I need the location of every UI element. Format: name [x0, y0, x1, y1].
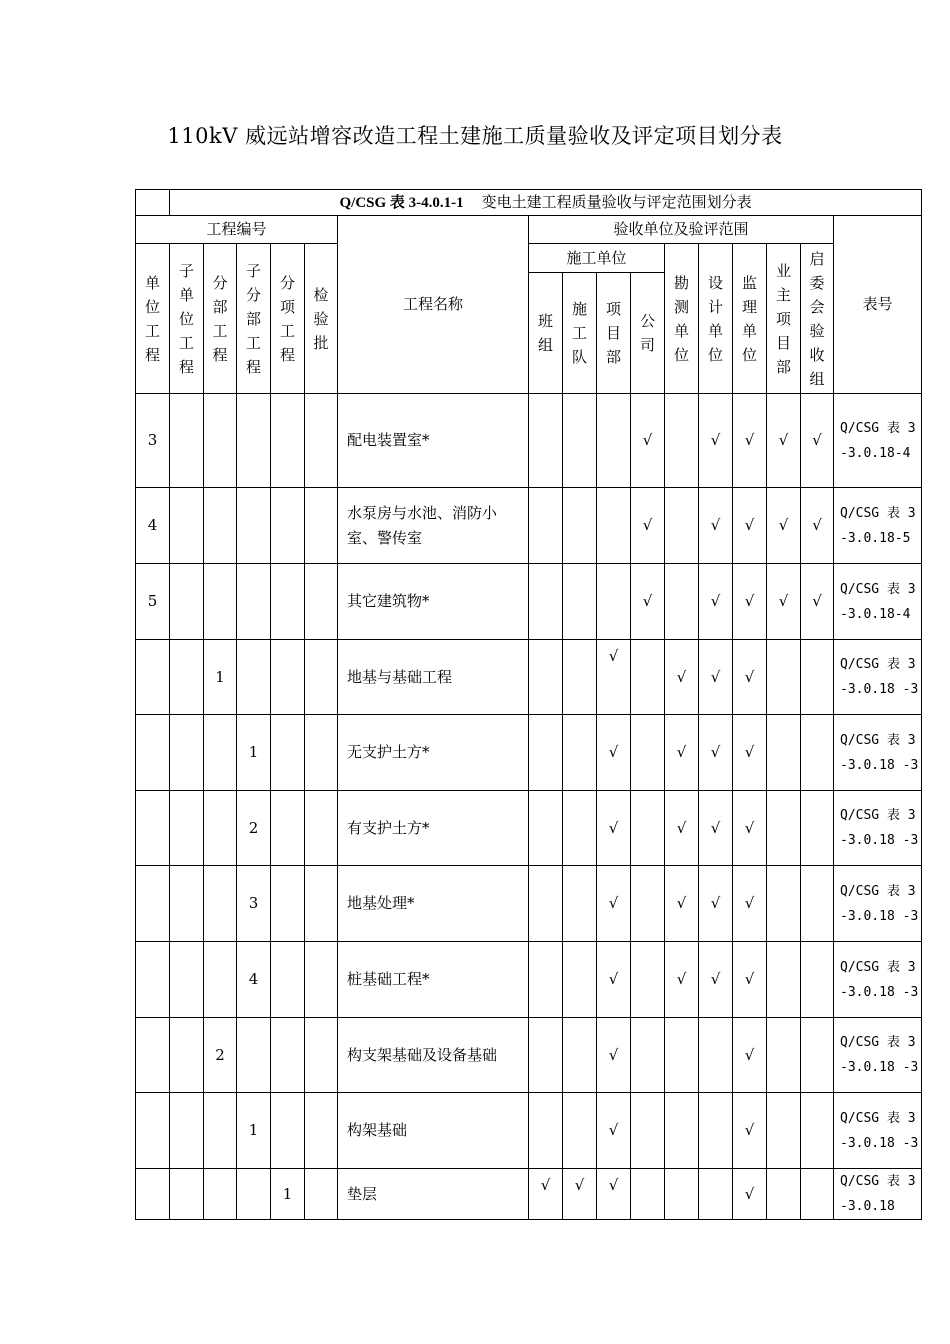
check-team	[529, 942, 563, 1018]
check-design: √	[699, 640, 733, 715]
check-survey	[665, 1093, 699, 1169]
check-owner	[767, 1093, 801, 1169]
sub-unit-number	[170, 866, 204, 942]
item-number	[271, 1093, 305, 1169]
division-number	[204, 394, 237, 488]
check-committee	[801, 942, 834, 1018]
check-design	[699, 1093, 733, 1169]
batch-number	[305, 488, 338, 564]
check-survey: √	[665, 791, 699, 866]
check-supervision: √	[733, 715, 767, 791]
item-number	[271, 866, 305, 942]
header-sub-unit: 子单位工程	[170, 244, 204, 394]
check-design: √	[699, 488, 733, 564]
check-survey	[665, 394, 699, 488]
check-design: √	[699, 715, 733, 791]
check-team	[529, 640, 563, 715]
check-company	[631, 791, 665, 866]
check-owner	[767, 640, 801, 715]
check-supervision: √	[733, 942, 767, 1018]
check-design: √	[699, 564, 733, 640]
check-team	[529, 791, 563, 866]
sub-unit-number	[170, 942, 204, 1018]
header-team: 班组	[529, 273, 563, 394]
table-row	[136, 1093, 922, 1169]
sub-unit-number	[170, 791, 204, 866]
batch-number	[305, 791, 338, 866]
batch-number	[305, 715, 338, 791]
header-company: 公司	[631, 273, 665, 394]
project-name: 无支护土方*	[338, 715, 529, 791]
batch-number	[305, 866, 338, 942]
table-row	[136, 1018, 922, 1093]
table-row	[136, 791, 922, 866]
sub-unit-number	[170, 1093, 204, 1169]
check-owner: √	[767, 394, 801, 488]
header-project-number: 工程编号	[136, 216, 338, 244]
item-number	[271, 640, 305, 715]
check-project-dept	[597, 488, 631, 564]
unit-number	[136, 942, 170, 1018]
unit-number	[136, 866, 170, 942]
check-company	[631, 640, 665, 715]
check-survey: √	[665, 715, 699, 791]
check-company	[631, 715, 665, 791]
check-supervision: √	[733, 791, 767, 866]
header-crew: 施工队	[563, 273, 597, 394]
item-number: 1	[271, 1169, 305, 1220]
header-project-name: 工程名称	[338, 216, 529, 394]
check-project-dept: √	[597, 1093, 631, 1169]
check-crew	[563, 791, 597, 866]
check-team	[529, 866, 563, 942]
sub-division-number: 3	[237, 866, 271, 942]
check-crew	[563, 866, 597, 942]
check-crew	[563, 488, 597, 564]
header-construction-unit: 施工单位	[529, 244, 665, 273]
check-survey	[665, 1169, 699, 1220]
project-name: 其它建筑物*	[338, 564, 529, 640]
sub-division-number	[237, 640, 271, 715]
check-design: √	[699, 791, 733, 866]
check-design	[699, 1169, 733, 1220]
check-survey	[665, 564, 699, 640]
unit-number	[136, 1169, 170, 1220]
check-design: √	[699, 942, 733, 1018]
check-project-dept	[597, 394, 631, 488]
division-number: 1	[204, 640, 237, 715]
division-number	[204, 564, 237, 640]
header-survey: 勘测单位	[665, 244, 699, 394]
project-name: 垫层	[338, 1169, 529, 1220]
unit-number	[136, 715, 170, 791]
form-number: Q/CSG 表 3-3.0.18 -3	[834, 866, 922, 942]
header-supervision: 监理单位	[733, 244, 767, 394]
check-owner	[767, 715, 801, 791]
form-title-row	[170, 190, 922, 216]
check-survey	[665, 488, 699, 564]
check-committee	[801, 791, 834, 866]
header-project-dept: 项目部	[597, 273, 631, 394]
check-design: √	[699, 394, 733, 488]
division-number	[204, 715, 237, 791]
header-item: 分项工程	[271, 244, 305, 394]
check-committee: √	[801, 488, 834, 564]
form-number: Q/CSG 表 3-3.0.18 -3	[834, 640, 922, 715]
check-team	[529, 564, 563, 640]
check-supervision: √	[733, 394, 767, 488]
batch-number	[305, 564, 338, 640]
check-crew	[563, 715, 597, 791]
check-owner	[767, 1018, 801, 1093]
unit-number	[136, 640, 170, 715]
check-committee	[801, 866, 834, 942]
check-crew	[563, 1018, 597, 1093]
project-name: 有支护土方*	[338, 791, 529, 866]
item-number	[271, 942, 305, 1018]
check-company: √	[631, 488, 665, 564]
unit-number: 5	[136, 564, 170, 640]
item-number	[271, 488, 305, 564]
project-name: 地基与基础工程	[338, 640, 529, 715]
document-title: 110kV 威远站增容改造工程土建施工质量验收及评定项目划分表	[167, 124, 783, 148]
check-owner	[767, 866, 801, 942]
sub-unit-number	[170, 1169, 204, 1220]
sub-division-number: 4	[237, 942, 271, 1018]
check-committee	[801, 1169, 834, 1220]
check-project-dept	[597, 564, 631, 640]
table-row	[136, 1169, 922, 1220]
division-number	[204, 1093, 237, 1169]
sub-division-number	[237, 394, 271, 488]
check-project-dept: √	[597, 1018, 631, 1093]
check-supervision: √	[733, 866, 767, 942]
sub-unit-number	[170, 715, 204, 791]
division-number	[204, 1169, 237, 1220]
check-owner	[767, 1169, 801, 1220]
check-survey: √	[665, 640, 699, 715]
check-committee	[801, 640, 834, 715]
sub-unit-number	[170, 1018, 204, 1093]
check-committee: √	[801, 564, 834, 640]
unit-number	[136, 1018, 170, 1093]
check-project-dept: √	[597, 715, 631, 791]
form-code: Q/CSG 表 3-4.0.1-1	[339, 194, 464, 211]
sub-division-number: 1	[237, 1093, 271, 1169]
unit-number: 4	[136, 488, 170, 564]
check-team	[529, 394, 563, 488]
check-committee	[801, 715, 834, 791]
check-company	[631, 866, 665, 942]
header-committee: 启委会验收组	[801, 244, 834, 394]
form-number: Q/CSG 表 3-3.0.18 -3	[834, 1018, 922, 1093]
table-body	[136, 394, 922, 1220]
check-company	[631, 1169, 665, 1220]
sub-unit-number	[170, 640, 204, 715]
form-title: 变电土建工程质量验收与评定范围划分表	[481, 192, 752, 211]
check-owner	[767, 942, 801, 1018]
sub-division-number	[237, 1169, 271, 1220]
header-design: 设计单位	[699, 244, 733, 394]
check-team	[529, 1093, 563, 1169]
table-row	[136, 488, 922, 564]
check-design: √	[699, 866, 733, 942]
sub-unit-number	[170, 488, 204, 564]
check-survey	[665, 1018, 699, 1093]
form-number: Q/CSG 表 3-3.0.18 -3	[834, 1093, 922, 1169]
check-crew	[563, 394, 597, 488]
batch-number	[305, 1018, 338, 1093]
check-supervision: √	[733, 1169, 767, 1220]
sub-division-number	[237, 1018, 271, 1093]
check-team	[529, 715, 563, 791]
check-owner: √	[767, 564, 801, 640]
check-supervision: √	[733, 564, 767, 640]
header-form-number: 表号	[834, 216, 922, 394]
check-project-dept: √	[597, 1169, 631, 1220]
check-crew: √	[563, 1169, 597, 1220]
check-supervision: √	[733, 1018, 767, 1093]
check-project-dept: √	[597, 791, 631, 866]
check-supervision: √	[733, 640, 767, 715]
form-number: Q/CSG 表 3-3.0.18-5	[834, 488, 922, 564]
form-number: Q/CSG 表 3-3.0.18-4	[834, 564, 922, 640]
division-number	[204, 791, 237, 866]
check-team	[529, 1018, 563, 1093]
check-company: √	[631, 394, 665, 488]
check-committee: √	[801, 394, 834, 488]
table-row	[136, 942, 922, 1018]
unit-number	[136, 791, 170, 866]
check-team	[529, 488, 563, 564]
header-batch: 检验批	[305, 244, 338, 394]
item-number	[271, 1018, 305, 1093]
check-company	[631, 1018, 665, 1093]
division-number	[204, 866, 237, 942]
unit-number	[136, 1093, 170, 1169]
check-project-dept: √	[597, 866, 631, 942]
unit-number: 3	[136, 394, 170, 488]
check-crew	[563, 640, 597, 715]
corner-cell	[136, 190, 170, 216]
item-number	[271, 791, 305, 866]
form-number: Q/CSG 表 3-3.0.18 -3	[834, 791, 922, 866]
check-project-dept: √	[597, 942, 631, 1018]
form-number: Q/CSG 表 3-3.0.18-4	[834, 394, 922, 488]
acceptance-division-table	[135, 189, 922, 1220]
check-owner: √	[767, 488, 801, 564]
project-name: 配电装置室*	[338, 394, 529, 488]
division-number	[204, 942, 237, 1018]
table-row	[136, 866, 922, 942]
table-row	[136, 564, 922, 640]
item-number	[271, 564, 305, 640]
batch-number	[305, 1169, 338, 1220]
header-owner: 业主项目部	[767, 244, 801, 394]
check-committee	[801, 1018, 834, 1093]
check-team: √	[529, 1169, 563, 1220]
check-survey: √	[665, 942, 699, 1018]
header-unit: 单位工程	[136, 244, 170, 394]
batch-number	[305, 394, 338, 488]
project-name: 构支架基础及设备基础	[338, 1018, 529, 1093]
item-number	[271, 394, 305, 488]
sub-division-number: 2	[237, 791, 271, 866]
form-number: Q/CSG 表 3-3.0.18 -3	[834, 942, 922, 1018]
form-number: Q/CSG 表 3-3.0.18 -3	[834, 715, 922, 791]
sub-division-number	[237, 488, 271, 564]
project-name: 水泵房与水池、消防小室、警传室	[338, 488, 529, 564]
division-number: 2	[204, 1018, 237, 1093]
check-crew	[563, 942, 597, 1018]
table-row	[136, 394, 922, 488]
check-supervision: √	[733, 1093, 767, 1169]
table-row	[136, 640, 922, 715]
check-company	[631, 942, 665, 1018]
project-name: 桩基础工程*	[338, 942, 529, 1018]
table-row	[136, 715, 922, 791]
check-design	[699, 1018, 733, 1093]
form-number: Q/CSG 表 3-3.0.18	[834, 1169, 922, 1220]
check-project-dept: √	[597, 640, 631, 715]
check-owner	[767, 791, 801, 866]
project-name: 地基处理*	[338, 866, 529, 942]
header-division: 分部工程	[204, 244, 237, 394]
division-number	[204, 488, 237, 564]
check-crew	[563, 1093, 597, 1169]
sub-unit-number	[170, 394, 204, 488]
table-header	[136, 190, 922, 394]
sub-division-number	[237, 564, 271, 640]
item-number	[271, 715, 305, 791]
batch-number	[305, 640, 338, 715]
check-company	[631, 1093, 665, 1169]
header-sub-division: 子分部工程	[237, 244, 271, 394]
check-committee	[801, 1093, 834, 1169]
project-name: 构架基础	[338, 1093, 529, 1169]
batch-number	[305, 942, 338, 1018]
check-crew	[563, 564, 597, 640]
check-supervision: √	[733, 488, 767, 564]
check-company: √	[631, 564, 665, 640]
check-survey: √	[665, 866, 699, 942]
sub-division-number: 1	[237, 715, 271, 791]
sub-unit-number	[170, 564, 204, 640]
batch-number	[305, 1093, 338, 1169]
header-acceptance-scope: 验收单位及验评范围	[529, 216, 834, 244]
